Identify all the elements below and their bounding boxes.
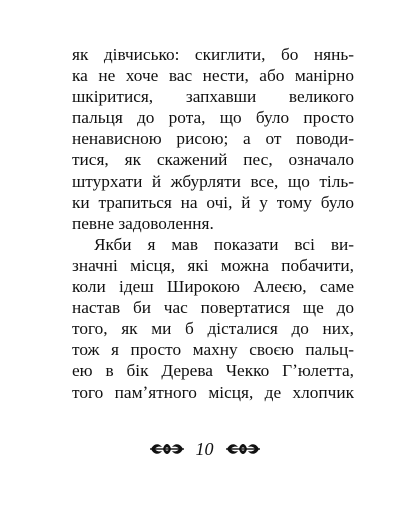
text-line: штурхати й жбурляти все, що тіль- <box>72 171 354 191</box>
page-footer <box>0 437 409 461</box>
body-text <box>72 44 354 403</box>
text-line: як дівчисько: скиглити, бо нянь- <box>72 45 354 64</box>
text-line: пальця до рота, що було просто <box>72 108 354 128</box>
right-ornament-icon <box>226 442 260 456</box>
text-line: ею в бік Дерева Чекко Гʼюлетта, <box>72 361 354 381</box>
text-line: значні місця, які можна побачити, <box>72 255 354 275</box>
text-line: тож я просто махну своєю пальц- <box>72 340 354 360</box>
text-line: ка не хоче вас нести, або манірно <box>72 66 354 86</box>
paragraph-end-line: певне задоволення. <box>72 213 214 233</box>
text-line: того, як ми б дісталися до них, <box>72 319 354 339</box>
page-number: 10 <box>195 439 214 459</box>
text-line: ки трапиться на очі, й у тому було <box>72 192 354 212</box>
left-ornament-icon <box>150 442 184 456</box>
text-line: тися, як скажений пес, означало <box>72 150 354 170</box>
text-line: того памʼятного місця, де хлопчик <box>72 382 354 402</box>
text-line: шкіритися, запхавши великого <box>72 87 354 107</box>
text-line: ненависною рисою; а от поводи- <box>72 129 354 149</box>
text-line: коли ідеш Широкою Алеєю, саме <box>72 277 354 297</box>
paragraph-start-line: Якби я мав показати всі ви- <box>94 234 354 254</box>
text-line: настав би час повертатися ще до <box>72 298 354 318</box>
